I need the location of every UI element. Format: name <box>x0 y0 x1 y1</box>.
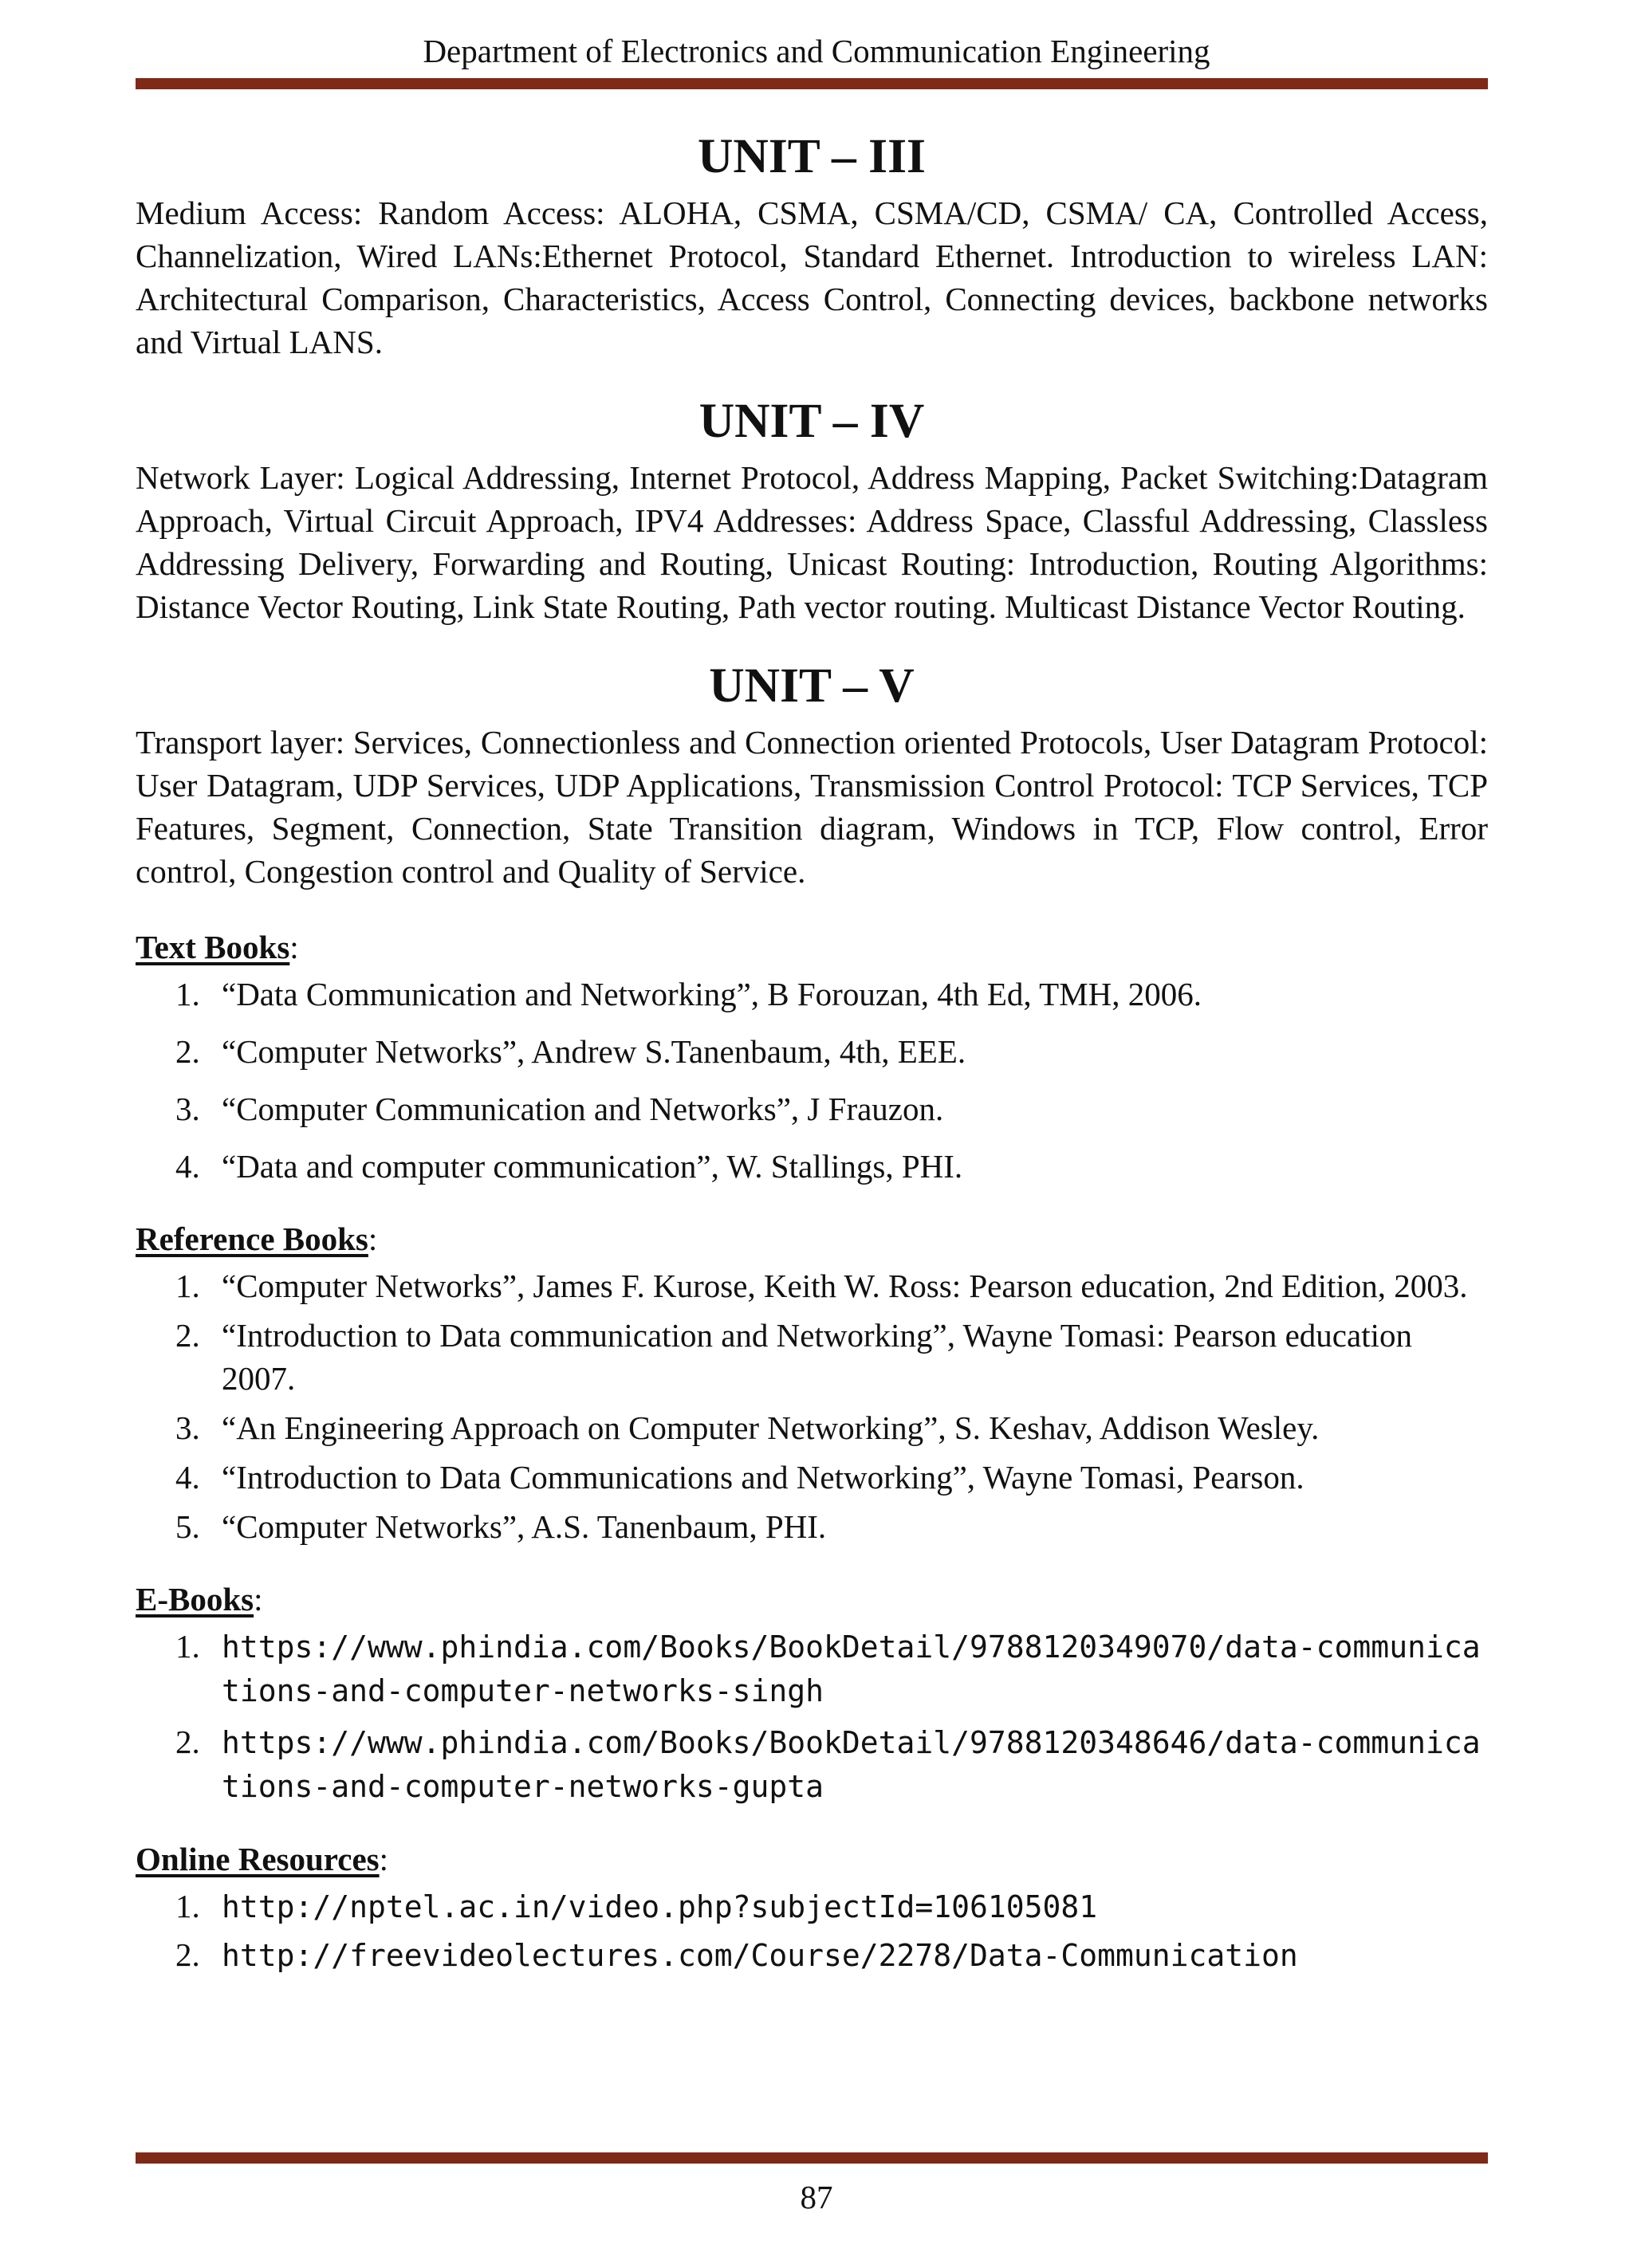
section-label: Online Resources <box>136 1841 380 1877</box>
url-link[interactable]: tions-and-computer-networks-singh <box>222 1673 824 1708</box>
e-books-list <box>136 1625 1488 1808</box>
e-books-section <box>136 1577 1488 1808</box>
list-item: 3. “An Engineering Approach on Computer Networking”, S. Keshav, Addison Wesley. <box>175 1409 1320 1446</box>
url-link[interactable]: http://freevideolectures.com/Course/2278/Data-Communication <box>222 1938 1298 1973</box>
unit-description: Network Layer: Logical Addressing, Internet Protocol, Address Mapping, Packet Switching:Datagram Approach, Virtual Circuit Approach, IPV4 Addresses: Address Space, Classful Addressing, Classless Addressing Delivery, Forwarding and Routing, Unicast Routing: Introduction, Routing Algorithms: Distance Vector Routing, Link State Routing, Path vector routing. Multicast Distance Vector Routing. <box>136 459 1488 625</box>
section-label: Reference Books <box>136 1220 368 1257</box>
list-item: 4. “Data and computer communication”, W. Stallings, PHI. <box>175 1148 963 1185</box>
section-heading: Text Books: <box>136 929 299 965</box>
list-item: 2. “Introduction to Data communication and Networking”, Wayne Tomasi: Pearson education 2007. <box>175 1317 1412 1397</box>
unit-3-section <box>136 129 1488 364</box>
url-link[interactable]: tions-and-computer-networks-gupta <box>222 1769 824 1804</box>
reference-books-list <box>136 1264 1488 1548</box>
list-item: 1. “Data Communication and Networking”, B Forouzan, 4th Ed, TMH, 2006. <box>175 976 1202 1012</box>
text-books-list <box>136 973 1488 1188</box>
url-link[interactable]: https://www.phindia.com/Books/BookDetail/9788120349070/data-communica <box>222 1629 1481 1665</box>
department-header: Department of Electronics and Communication Engineering <box>423 33 1210 69</box>
list-item[interactable]: 1. http://nptel.ac.in/video.php?subjectId=106105081 <box>175 1888 1098 1924</box>
online-resources-section <box>136 1837 1488 1977</box>
text-books-section <box>136 925 1488 1188</box>
unit-title: UNIT – III <box>698 129 926 183</box>
header-rule <box>136 78 1488 89</box>
list-item[interactable]: 1. https://www.phindia.com/Books/BookDetail/9788120349070/data-communica tions-and-computer-networks-singh <box>175 1628 1481 1708</box>
section-heading: Reference Books: <box>136 1220 378 1257</box>
unit-description: Medium Access: Random Access: ALOHA, CSMA, CSMA/CD, CSMA/ CA, Controlled Access, Channelization, Wired LANs:Ethernet Protocol, Standard Ethernet. Introduction to wireless LAN: Architectural Comparison, Characteristics, Access Control, Connecting devices, backbone networks and Virtual LANS. <box>136 195 1488 360</box>
unit-title: UNIT – IV <box>698 394 925 448</box>
unit-title: UNIT – V <box>709 658 915 713</box>
unit-description: Transport layer: Services, Connectionless and Connection oriented Protocols, User Datagram Protocol: User Datagram, UDP Services, UDP Applications, Transmission Control Protocol: TCP Services, TCP Features, Segment, Connection, State Transition diagram, Windows in TCP, Flow control, Error control, Congestion control and Quality of Service. <box>136 724 1488 890</box>
url-link[interactable]: http://nptel.ac.in/video.php?subjectId=106105081 <box>222 1889 1098 1924</box>
list-item[interactable]: 2. http://freevideolectures.com/Course/2278/Data-Communication <box>175 1936 1298 1973</box>
list-item: 2. “Computer Networks”, Andrew S.Tanenbaum, 4th, EEE. <box>175 1033 966 1070</box>
unit-4-section <box>136 394 1488 628</box>
unit-5-section <box>136 658 1488 893</box>
footer-rule <box>136 2152 1488 2164</box>
list-item: 4. “Introduction to Data Communications and Networking”, Wayne Tomasi, Pearson. <box>175 1459 1304 1496</box>
list-item[interactable]: 2. https://www.phindia.com/Books/BookDetail/9788120348646/data-communica tions-and-computer-networks-gupta <box>175 1724 1481 1804</box>
list-item: 5. “Computer Networks”, A.S. Tanenbaum, PHI. <box>175 1508 827 1545</box>
page-content <box>136 129 1488 1982</box>
section-heading: Online Resources: <box>136 1841 389 1877</box>
page-number: 87 <box>800 2179 833 2215</box>
reference-books-section <box>136 1217 1488 1548</box>
section-heading: E-Books: <box>136 1581 263 1617</box>
section-label: E-Books <box>136 1581 254 1617</box>
section-label: Text Books <box>136 929 290 965</box>
list-item: 1. “Computer Networks”, James F. Kurose, Keith W. Ross: Pearson education, 2nd Edition, 2003. <box>175 1268 1468 1304</box>
online-resources-list <box>136 1885 1488 1977</box>
list-item: 3. “Computer Communication and Networks”, J Frauzon. <box>175 1091 944 1127</box>
url-link[interactable]: https://www.phindia.com/Books/BookDetail/9788120348646/data-communica <box>222 1725 1481 1760</box>
